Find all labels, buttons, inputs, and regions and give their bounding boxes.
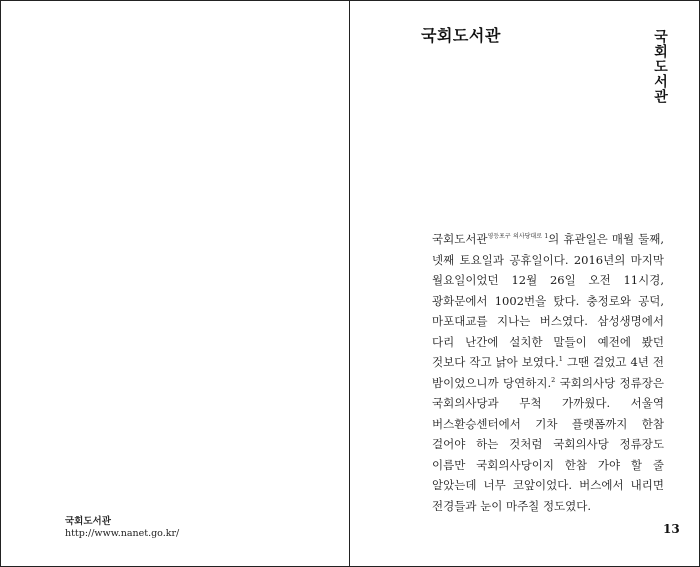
address-note: 영등포구 의사당대로 1 [487, 233, 549, 241]
footnote [65, 516, 179, 540]
paragraph-text-3: 국회의사당 정류장은 국회의사당과 무척 가까웠다. 서울역 버스환승센터에서 기차 플랫폼까지 한참 걸어야 하는 것처럼 국회의사당 정류장도 이름만 국회의사당이지 한참 가야 할 줄 알았는데 너무 코앞이었다. 버스에서 내리면 전경들과 눈이 마주칠 정도였다. [432, 375, 664, 513]
footnote-title: 국회도서관 [65, 516, 111, 527]
paragraph-subject: 국회도서관 [432, 232, 488, 246]
footnote-url: http://www.nanet.go.kr/ [65, 528, 180, 539]
chapter-title: 국회도서관 [421, 26, 501, 45]
footnote-ref-2: 2 [551, 375, 556, 384]
paragraph-text-1: 의 휴관일은 매월 둘째, 넷째 토요일과 공휴일이다. 2016년의 마지막 월요일이었던 12월 26일 오전 11시경, 광화문에서 1002번을 탔다. 충정로와 공덕, 마포대교를 지나는 버스였다. 삼성생명에서 다리 난간에 설치한 말들이 예전에 봤던 것보다 작고 낡아 보였다. [432, 232, 665, 369]
paragraph-text-2: 그땐 걸었고 4년 전 밤이었으니까 당연하지. [432, 355, 665, 390]
left-page [1, 1, 349, 566]
right-page [350, 1, 699, 566]
footnote-ref-1: 1 [558, 355, 563, 364]
body-paragraph [432, 229, 664, 516]
running-side-title: 국회도서관 [652, 29, 668, 104]
page-number: 13 [663, 522, 680, 536]
